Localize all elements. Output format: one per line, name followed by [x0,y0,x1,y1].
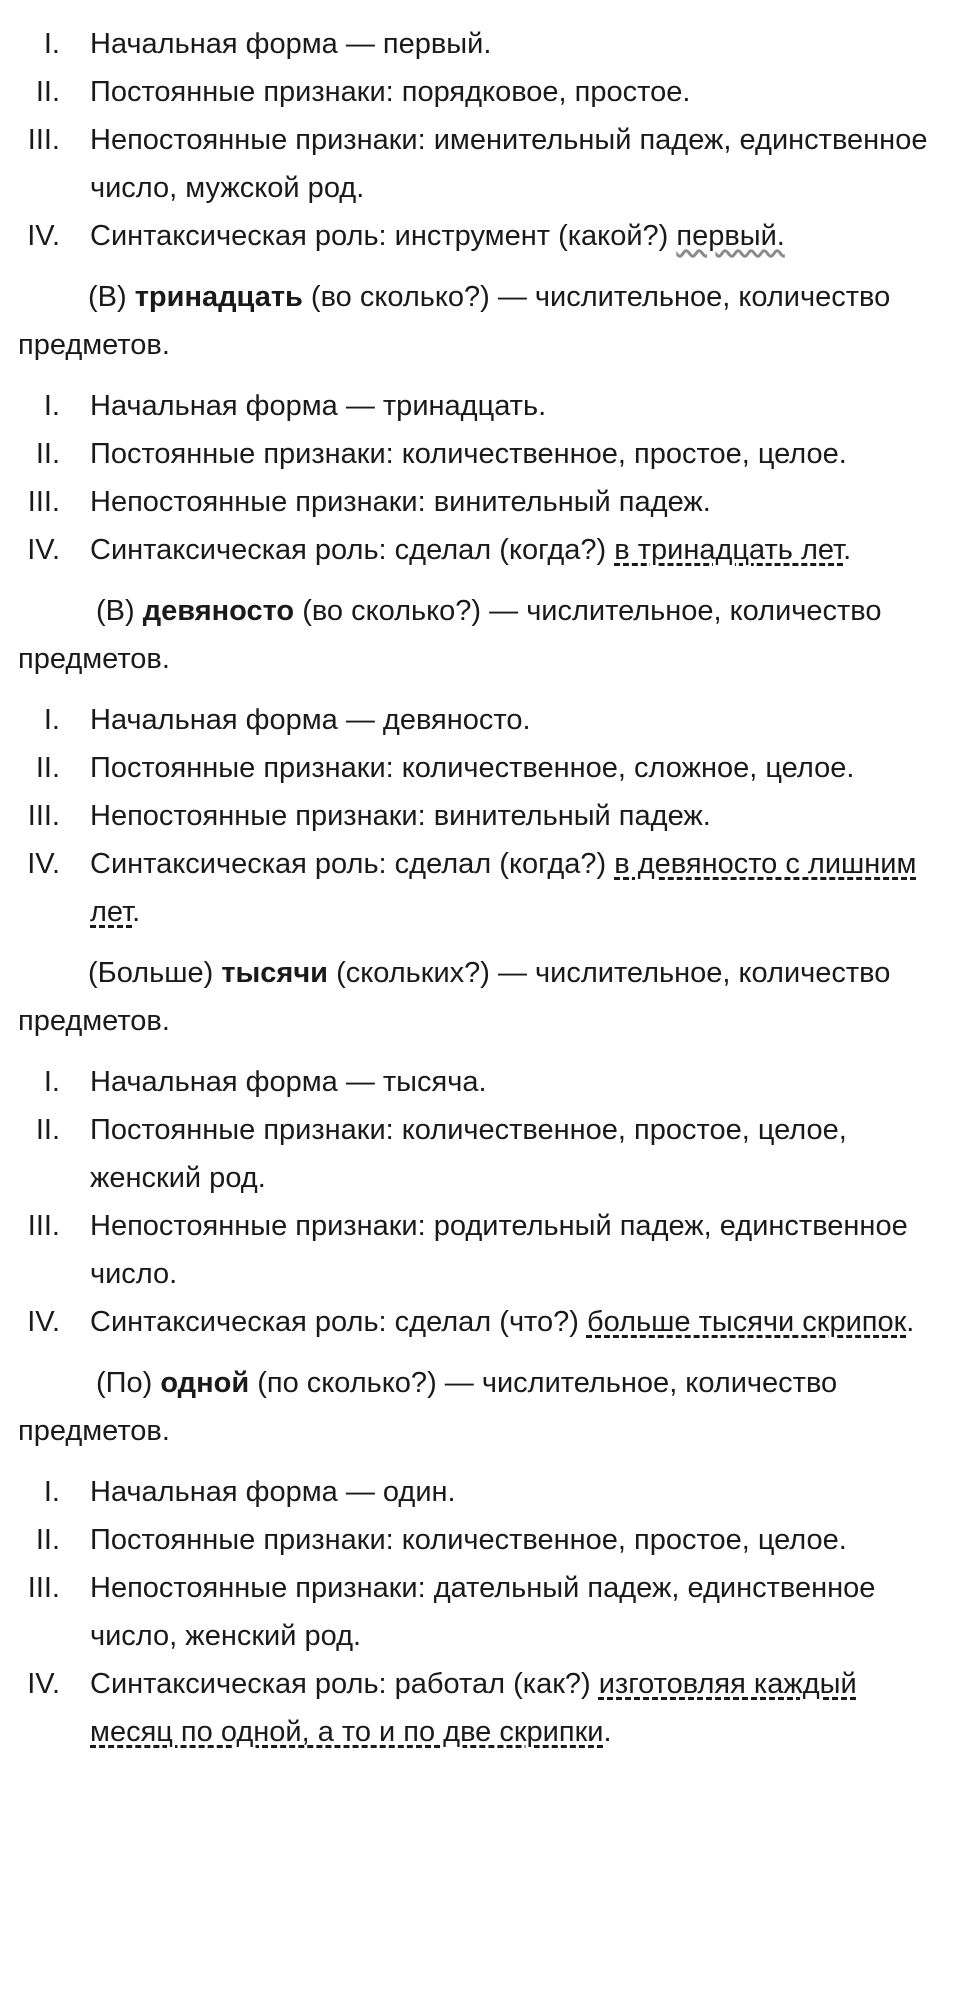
list-item [18,840,936,936]
item-number: I. [43,390,60,422]
analysis-block-devyanosto [18,587,936,936]
numeral-word: тринадцать [134,281,303,313]
item-text: Начальная форма — девяносто. [90,704,531,736]
underlined-phrase: больше тысячи скрипок [586,1306,907,1338]
feature-list [18,20,936,260]
analysis-block-tysyachi [18,949,936,1346]
item-text: Начальная форма — тринадцать. [90,390,547,422]
list-item [18,1564,936,1660]
heading-description: (по сколько?) — числительное, количество предметов. [18,1367,838,1447]
item-number: III. [27,486,60,518]
underlined-phrase: первый. [676,220,785,252]
list-item [18,696,936,744]
item-text: Синтаксическая роль: сделал (когда?) [90,534,615,566]
item-text: Постоянные признаки: количественное, простое, целое. [90,1524,847,1556]
numeral-heading [18,949,936,1045]
analysis-block-first [18,20,936,260]
list-item [18,430,936,478]
item-text-end: . [132,896,141,928]
item-text: Непостоянные признаки: родительный падеж, единственное число. [90,1210,908,1290]
item-number: IV. [27,1668,60,1700]
list-item [18,526,936,574]
heading-prefix: (В) [88,281,135,313]
underlined-phrase: изготовляя каждый месяц по одной, а то и по две скрипки [90,1668,857,1748]
list-item [18,478,936,526]
item-text: Непостоянные признаки: именительный падеж, единственное число, мужской род. [90,124,928,204]
underlined-phrase: в девяносто с лишним лет [90,848,917,928]
item-text: Синтаксическая роль: инструмент (какой?) [90,220,677,252]
item-text: Синтаксическая роль: работал (как?) [90,1668,599,1700]
numeral-heading [18,587,936,683]
numeral-heading [18,273,936,369]
item-text: Начальная форма — один. [90,1476,456,1508]
item-number: II. [35,1114,60,1146]
heading-description: (во сколько?) — числительное, количество предметов. [18,281,891,361]
item-number: IV. [27,848,60,880]
item-text: Синтаксическая роль: сделал (когда?) [90,848,615,880]
item-text: Непостоянные признаки: винительный падеж. [90,486,711,518]
item-number: III. [27,1572,60,1604]
numeral-word: девяносто [142,595,295,627]
item-number: I. [43,1476,60,1508]
heading-prefix: (По) [96,1367,161,1399]
item-text: Синтаксическая роль: сделал (что?) [90,1306,587,1338]
item-text-end: . [906,1306,915,1338]
item-number: I. [43,28,60,60]
item-text-end: . [603,1716,612,1748]
item-text: Постоянные признаки: порядковое, простое. [90,76,691,108]
item-text: Начальная форма — первый. [90,28,492,60]
list-item [18,1058,936,1106]
list-item [18,68,936,116]
feature-list [18,382,936,574]
feature-list [18,696,936,936]
item-number: III. [27,800,60,832]
list-item [18,1516,936,1564]
item-number: IV. [27,534,60,566]
feature-list [18,1058,936,1346]
item-number: IV. [27,220,60,252]
list-item [18,1106,936,1202]
list-item [18,792,936,840]
item-text: Непостоянные признаки: винительный падеж. [90,800,711,832]
heading-prefix: (Больше) [88,957,222,989]
list-item [18,1202,936,1298]
item-number: III. [27,1210,60,1242]
item-number: IV. [27,1306,60,1338]
list-item [18,382,936,430]
item-text: Постоянные признаки: количественное, простое, целое, женский род. [90,1114,847,1194]
list-item [18,1298,936,1346]
list-item [18,1660,936,1756]
list-item [18,1468,936,1516]
item-number: I. [43,1066,60,1098]
numeral-heading [18,1359,936,1455]
item-number: I. [43,704,60,736]
item-number: II. [35,752,60,784]
item-text-end: . [843,534,852,566]
numeral-word: одной [160,1367,250,1399]
item-number: II. [35,438,60,470]
item-text: Постоянные признаки: количественное, простое, целое. [90,438,847,470]
item-number: II. [35,1524,60,1556]
item-number: III. [27,124,60,156]
heading-description: (скольких?) — числительное, количество предметов. [18,957,891,1037]
list-item [18,116,936,212]
list-item [18,744,936,792]
item-text: Постоянные признаки: количественное, сложное, целое. [90,752,855,784]
heading-prefix: (В) [96,595,143,627]
numeral-word: тысячи [221,957,329,989]
item-text: Непостоянные признаки: дательный падеж, единственное число, женский род. [90,1572,876,1652]
feature-list [18,1468,936,1756]
analysis-block-odnoy [18,1359,936,1756]
list-item [18,212,936,260]
list-item [18,20,936,68]
item-text: Начальная форма — тысяча. [90,1066,487,1098]
heading-description: (во сколько?) — числительное, количество предметов. [18,595,882,675]
item-number: II. [35,76,60,108]
analysis-block-trinadtsat [18,273,936,574]
underlined-phrase: в тринадцать лет [614,534,844,566]
